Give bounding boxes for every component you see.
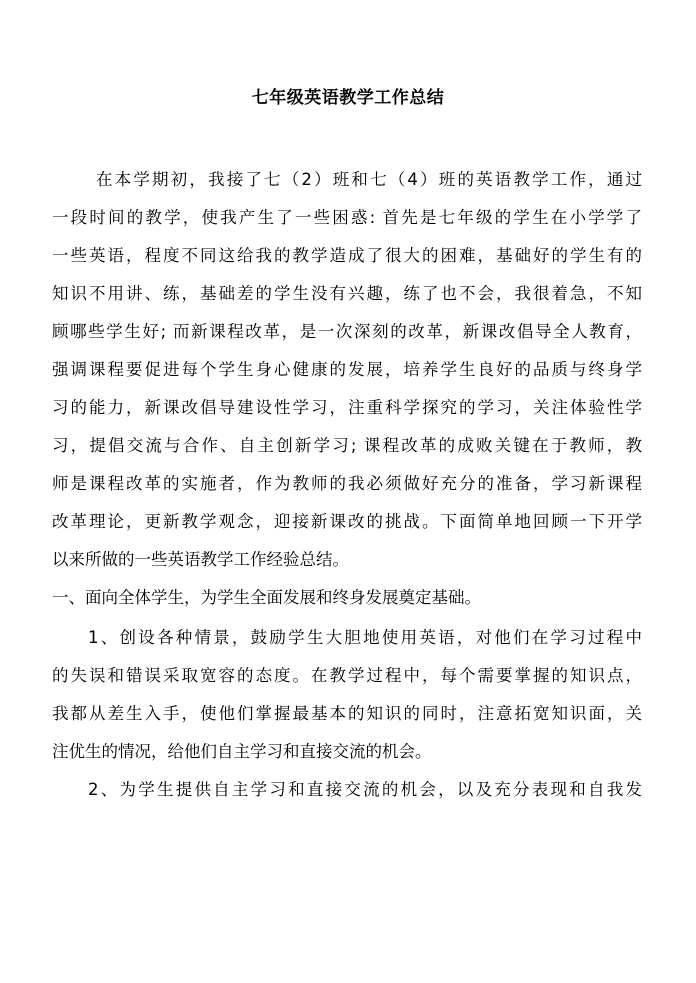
paragraph-line: 2、为学生提供自主学习和直接交流的机会，以及充分表现和自我发 [88, 780, 642, 799]
paragraph-line: 以来所做的一些英语教学工作经验总结。 [52, 550, 349, 569]
paragraph-line: 一些英语，程度不同这给我的教学造成了很大的困难，基础好的学生有的 [52, 246, 642, 265]
paragraph-line: 注优生的情况，给他们自主学习和直接交流的机会。 [52, 742, 432, 761]
paragraph-line: 一段时间的教学，使我产生了一些困惑: 首先是七年级的学生在小学学了 [52, 208, 642, 227]
paragraph-line: 师是课程改革的实施者，作为教师的我必须做好充分的准备，学习新课程 [52, 474, 642, 493]
paragraph-line: 习的能力，新课改倡导建设性学习，注重科学探究的学习，关注体验性学 [52, 398, 642, 417]
paragraph-line: 1、创设各种情景，鼓励学生大胆地使用英语，对他们在学习过程中 [88, 628, 642, 647]
section-heading: 一、面向全体学生，为学生全面发展和终身发展奠定基础。 [52, 588, 481, 607]
paragraph-line: 强调课程要促进每个学生身心健康的发展，培养学生良好的品质与终身学 [52, 360, 642, 379]
paragraph-line: 我都从差生入手，使他们掌握最基本的知识的同时，注意拓宽知识面，关 [52, 704, 642, 723]
document-title: 七年级英语教学工作总结 [251, 88, 445, 108]
paragraph-line: 知识不用讲、练，基础差的学生没有兴趣，练了也不会，我很着急，不知 [52, 284, 642, 303]
paragraph-line: 习，提倡交流与合作、自主创新学习; 课程改革的成败关键在于教师，教 [52, 436, 642, 455]
paragraph-line: 改革理论，更新教学观念，迎接新课改的挑战。下面简单地回顾一下开学 [52, 512, 642, 531]
paragraph-line: 在本学期初，我接了七（2）班和七（4）班的英语教学工作，通过 [96, 170, 642, 189]
paragraph-line: 顾哪些学生好; 而新课程改革，是一次深刻的改革，新课改倡导全人教育， [52, 322, 642, 341]
paragraph-line: 的失误和错误采取宽容的态度。在教学过程中，每个需要掌握的知识点， [52, 666, 642, 685]
